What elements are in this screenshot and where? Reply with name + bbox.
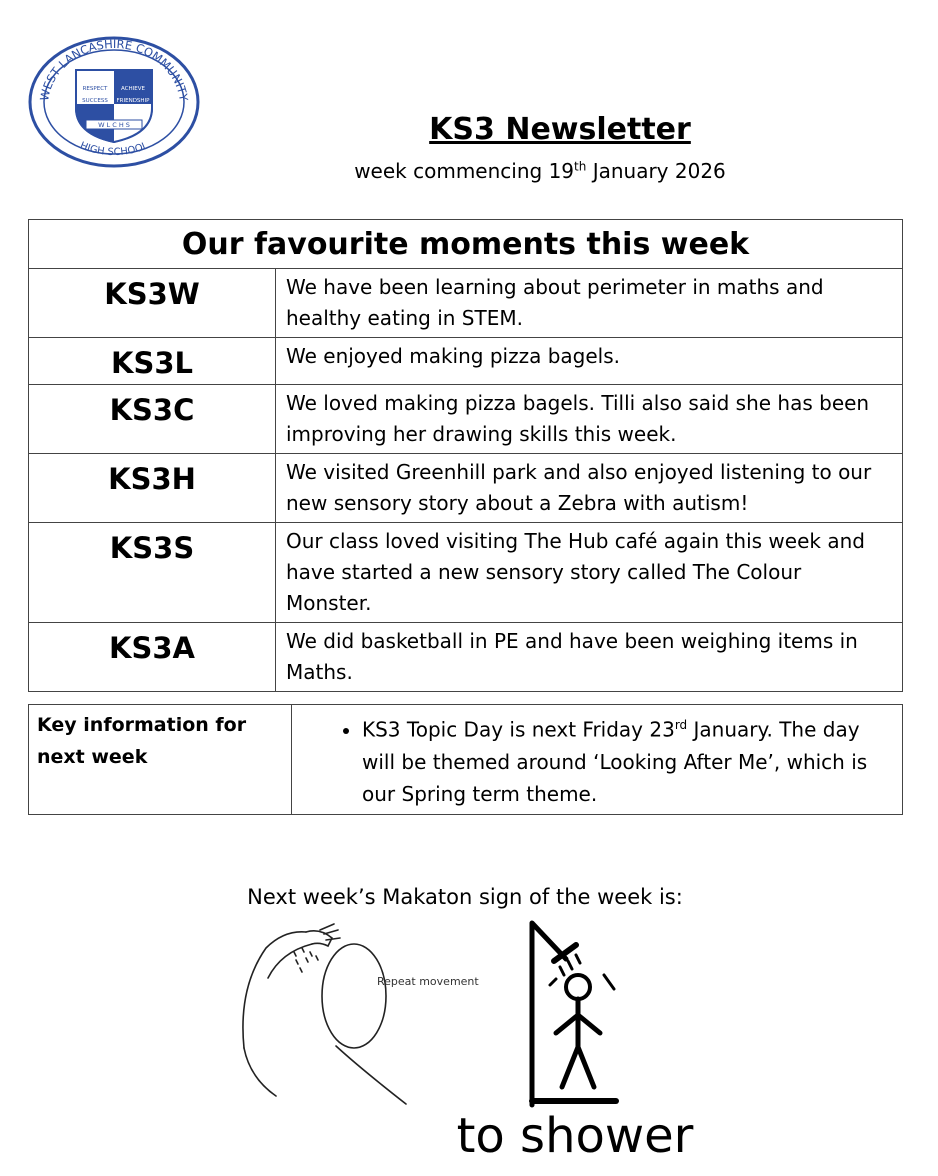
class-moment: We loved making pizza bagels. Tilli also said she has been improving her drawing skills this week. [276, 385, 903, 454]
logo-quadrant: ACHIEVE [121, 86, 145, 92]
subtitle-prefix: week commencing 19 [354, 159, 575, 183]
table-row [29, 385, 903, 454]
drawing-note: Repeat movement [377, 975, 479, 988]
class-name: KS3S [29, 523, 276, 623]
class-name: KS3C [29, 385, 276, 454]
table-row [29, 269, 903, 338]
sign-word: to shower [456, 1108, 694, 1164]
class-moment: Our class loved visiting The Hub café again this week and have started a new sensory story called The Colour Monster. [276, 523, 903, 623]
school-logo [28, 34, 200, 168]
class-name: KS3H [29, 454, 276, 523]
moments-table [28, 219, 903, 692]
key-info-table [28, 704, 903, 815]
table-row [29, 623, 903, 692]
subtitle-sup: th [574, 159, 587, 174]
subtitle-suffix: January 2026 [586, 159, 726, 183]
logo-quadrant: FRIENDSHIP [116, 98, 150, 104]
table-row [29, 705, 903, 815]
key-info-label: Key information for next week [29, 705, 292, 815]
logo-arc-top: WEST LANCASHIRE COMMUNITY [37, 36, 191, 102]
class-moment: We have been learning about perimeter in maths and healthy eating in STEM. [276, 269, 903, 338]
table-row [29, 338, 903, 385]
page-subtitle [290, 159, 790, 183]
logo-arc-bottom: HIGH SCHOOL [78, 140, 150, 159]
key-info-item [362, 709, 892, 810]
class-moment: We did basketball in PE and have been weighing items in Maths. [276, 623, 903, 692]
key-info-prefix: KS3 Topic Day is next Friday 23 [362, 717, 675, 742]
class-moment: We enjoyed making pizza bagels. [276, 338, 903, 385]
logo-initials: W L C H S [98, 121, 130, 129]
table-row [29, 523, 903, 623]
page-title: KS3 Newsletter [429, 112, 691, 147]
table-row [29, 454, 903, 523]
logo-quadrant: RESPECT [82, 86, 108, 92]
class-moment: We visited Greenhill park and also enjoyed listening to our new sensory story about a Zebra with autism! [276, 454, 903, 523]
shower-symbol-icon [520, 915, 630, 1110]
key-info-list [310, 709, 892, 810]
class-name: KS3A [29, 623, 276, 692]
class-name: KS3W [29, 269, 276, 338]
moments-heading: Our favourite moments this week [29, 220, 903, 269]
makaton-label: Next week’s Makaton sign of the week is: [247, 885, 683, 909]
key-info-content [292, 705, 903, 815]
key-info-suffix: January. The day will be themed around ‘Looking After Me’, which is our Spring term theme. [362, 717, 868, 806]
hand-sign-drawing-icon [236, 918, 516, 1108]
logo-quadrant: SUCCESS [82, 98, 108, 104]
key-info-sup: rd [674, 718, 688, 732]
class-name: KS3L [29, 338, 276, 385]
